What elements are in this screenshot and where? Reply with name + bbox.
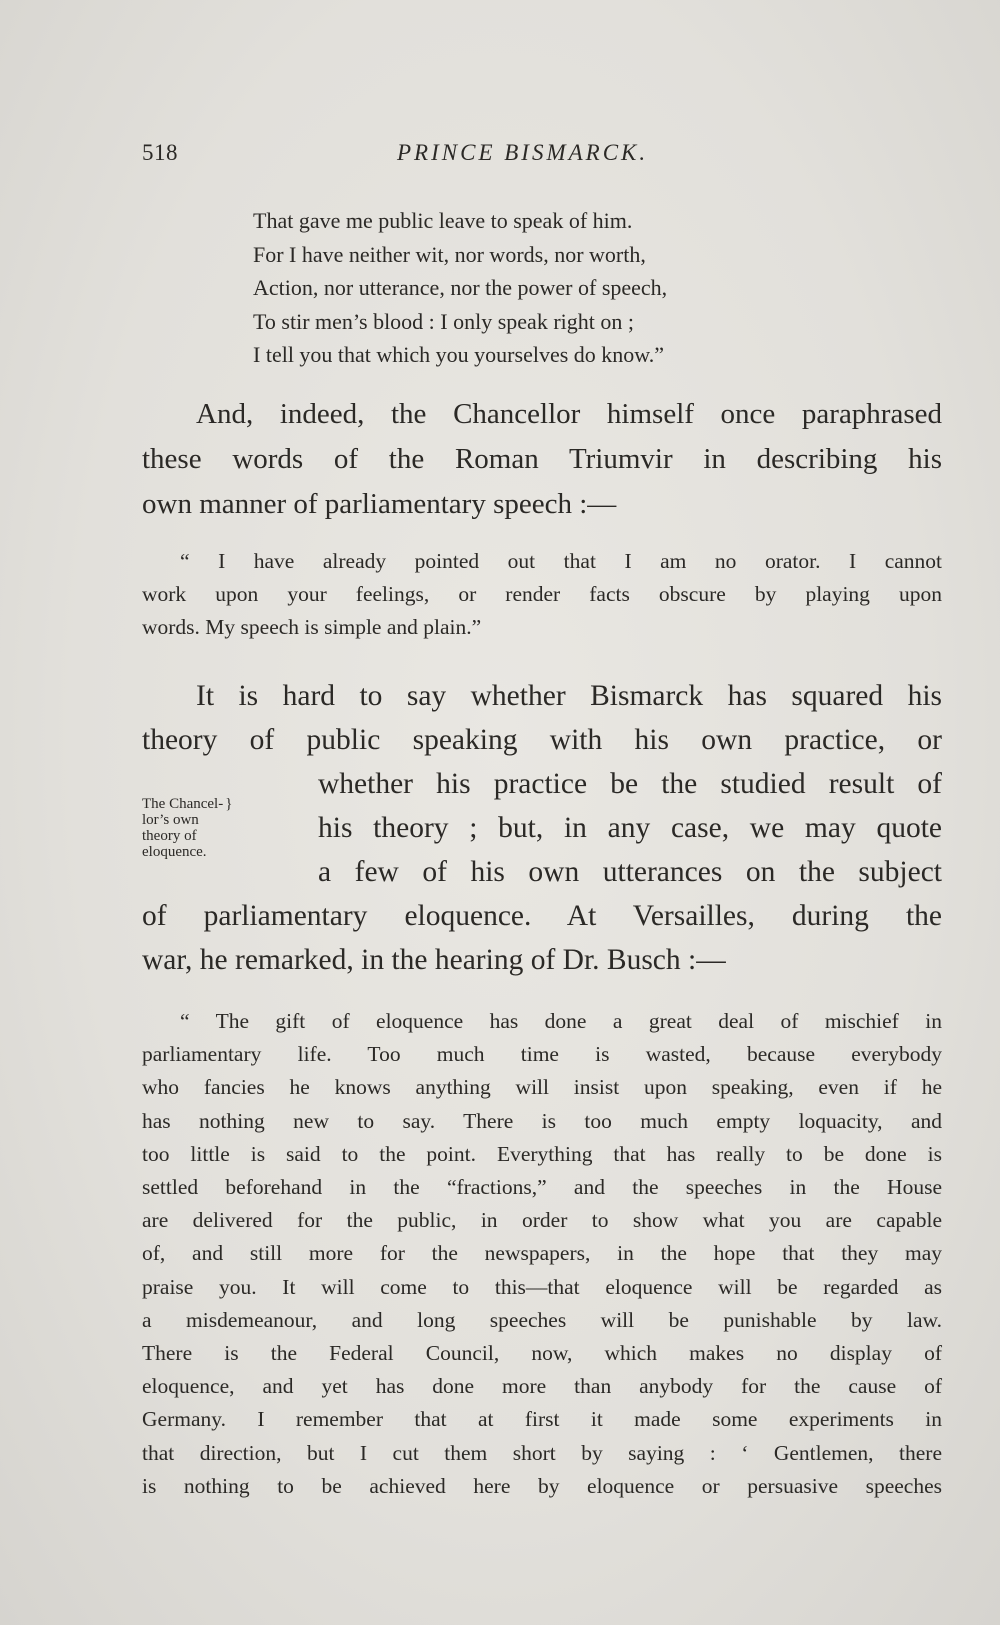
- quote-line: are delivered for the public, in order to show what you are capable: [142, 1208, 942, 1233]
- margin-note-line: lor’s own: [142, 812, 199, 828]
- text-line: It is hard to say whether Bismarck has squared his: [196, 680, 942, 712]
- quote-line: eloquence, and yet has done more than anybody for the cause of: [142, 1374, 942, 1399]
- quote-line: has nothing new to say. There is too much empty loquacity, and: [142, 1108, 942, 1133]
- brace-icon: }: [225, 796, 233, 812]
- text-line: whether his practice be the studied result of: [318, 768, 942, 800]
- quote-line: who fancies he knows anything will insist upon speaking, even if he: [142, 1075, 942, 1100]
- quote-line: “ The gift of eloquence has done a great deal of mischief in: [180, 1009, 942, 1033]
- quote-line: words. My speech is simple and plain.”: [142, 615, 482, 639]
- page-header: [142, 140, 942, 174]
- quote-line: parliamentary life. Too much time is wasted, because everybody: [142, 1042, 942, 1067]
- body-paragraph-1: [142, 392, 942, 527]
- block-quote-2: [142, 1005, 942, 1503]
- text-line: a few of his own utterances on the subject: [318, 856, 942, 888]
- quote-line: Germany. I remember that at first it made some experiments in: [142, 1407, 942, 1432]
- quote-line: praise you. It will come to this—that eloquence will be regarded as: [142, 1274, 942, 1299]
- verse-quotation: [253, 204, 873, 372]
- block-quote-1: [142, 545, 942, 644]
- text-line: war, he remarked, in the hearing of Dr. Busch :—: [142, 944, 726, 976]
- text-line: his theory ; but, in any case, we may quote: [318, 812, 942, 844]
- margin-note-line: eloquence.: [142, 844, 207, 860]
- quote-line: There is the Federal Council, now, which makes no display of: [142, 1341, 942, 1366]
- quote-line: is nothing to be achieved here by eloquence or persuasive speeches: [142, 1473, 942, 1498]
- running-head: PRINCE BISMARCK.: [397, 140, 649, 165]
- verse-line: That gave me public leave to speak of him.: [253, 208, 633, 233]
- text-line: theory of public speaking with his own practice, or: [142, 724, 942, 756]
- quote-line: too little is said to the point. Everything that has really to be done is: [142, 1141, 942, 1166]
- quote-line: work upon your feelings, or render facts obscure by playing upon: [142, 582, 942, 606]
- quote-line: settled beforehand in the “fractions,” and the speeches in the House: [142, 1175, 942, 1200]
- verse-line: To stir men’s blood : I only speak right on ;: [253, 308, 634, 334]
- text-line: And, indeed, the Chancellor himself once paraphrased: [196, 398, 942, 430]
- quote-line: a misdemeanour, and long speeches will be punishable by law.: [142, 1307, 942, 1332]
- text-line: of parliamentary eloquence. At Versailles, during the: [142, 900, 942, 932]
- text-line: own manner of parliamentary speech :—: [142, 488, 617, 520]
- quote-line: that direction, but I cut them short by saying : ‘ Gentlemen, there: [142, 1440, 942, 1465]
- quote-line: “ I have already pointed out that I am no orator. I cannot: [180, 549, 942, 573]
- text-line: these words of the Roman Triumvir in describing his: [142, 443, 942, 475]
- verse-line: Action, nor utterance, nor the power of speech,: [253, 275, 668, 300]
- margin-note-line: The Chancel- }: [142, 796, 233, 812]
- page-number: 518: [142, 140, 178, 165]
- verse-line: I tell you that which you yourselves do know.”: [253, 342, 664, 367]
- margin-note: [142, 796, 292, 860]
- quote-line: of, and still more for the newspapers, in the hope that they may: [142, 1241, 942, 1266]
- verse-line: For I have neither wit, nor words, nor worth,: [253, 241, 646, 267]
- margin-note-line: theory of: [142, 828, 197, 844]
